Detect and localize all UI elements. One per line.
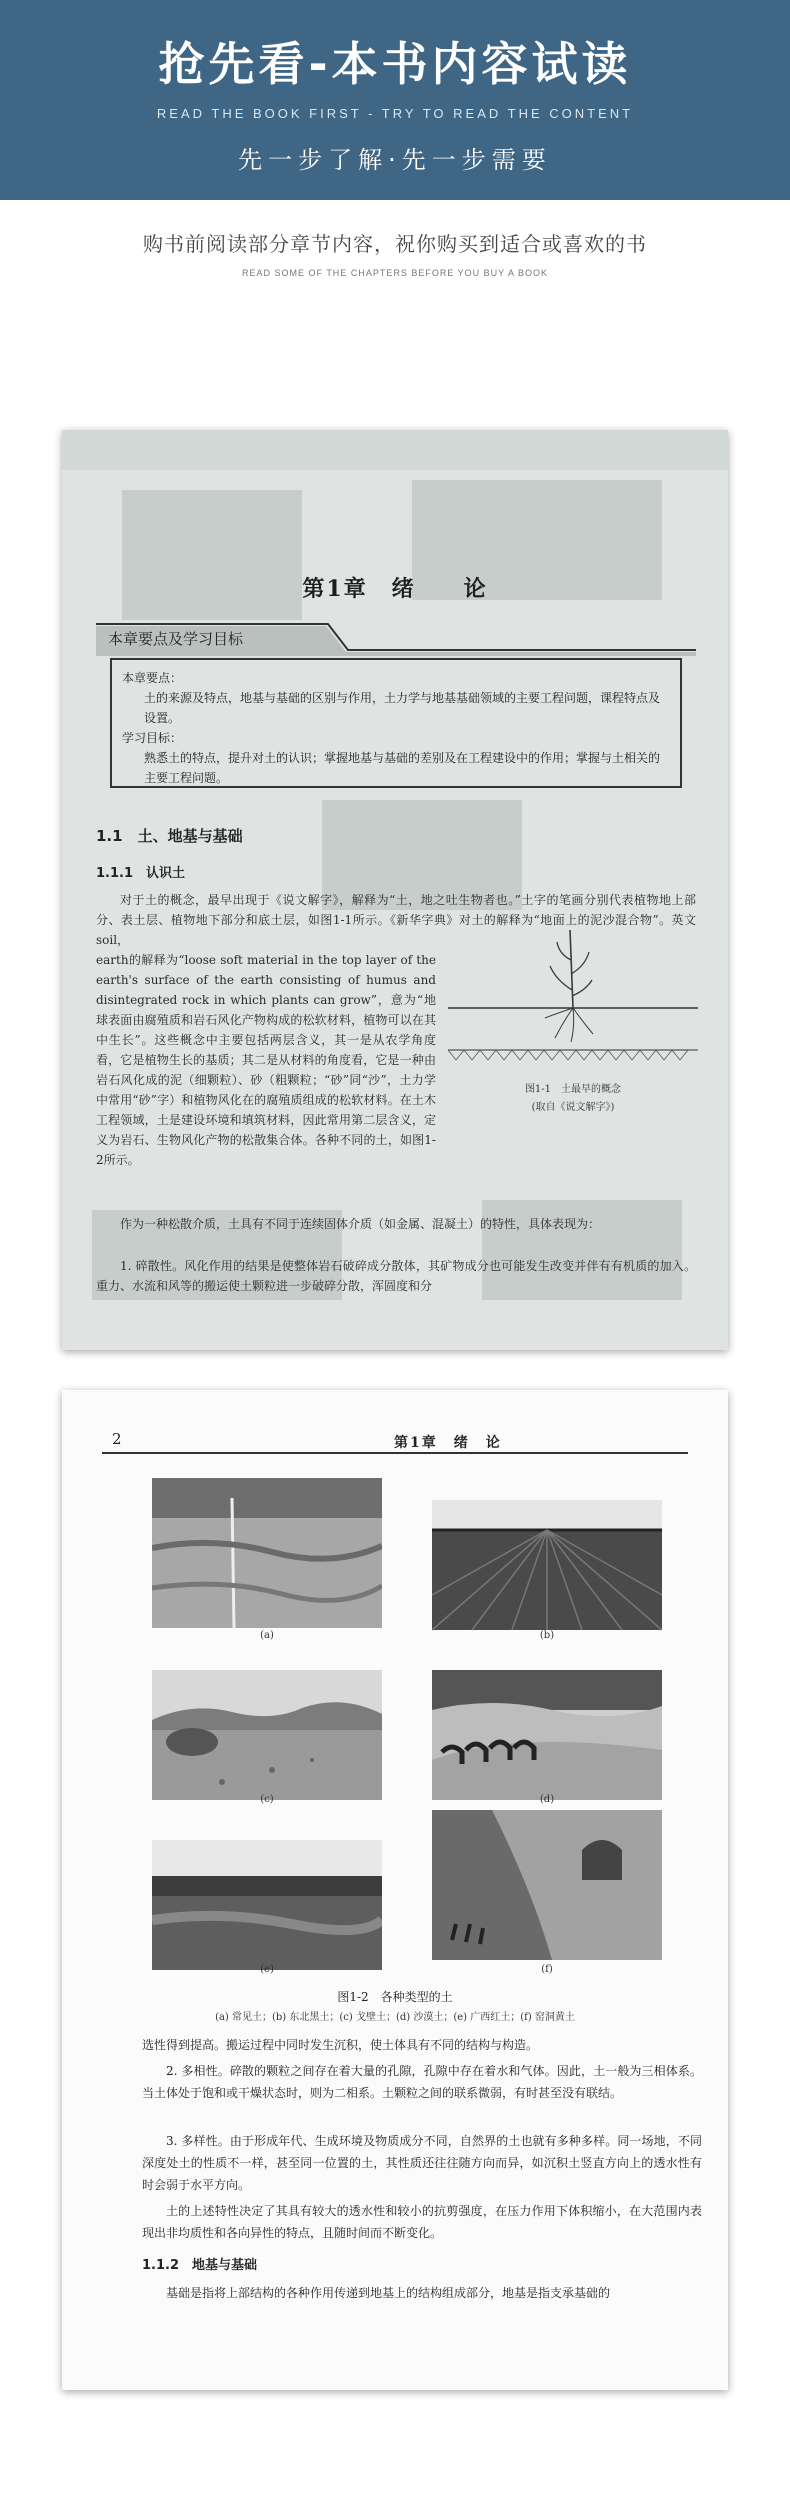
photo-desert-soil — [432, 1660, 662, 1810]
intro-text: 购书前阅读部分章节内容，祝你购买到适合或喜欢的书 — [143, 232, 647, 256]
objectives-text: 土的来源及特点，地基与基础的区别与作用，土力学与地基基础领域的主要工程问题，课程特点及设置。 — [144, 691, 661, 725]
photo-label: (c) — [260, 1794, 274, 1805]
section-heading: 1.1 土、地基与基础 — [96, 827, 243, 845]
goals-text: 熟悉土的特点，提升对土的认识；掌握地基与基础的差别及在工程建设中的作用；掌握与土相关的主要工程问题。 — [144, 751, 661, 785]
photo-black-soil — [432, 1490, 662, 1640]
banner-title: 抢先看-本书内容试读 — [158, 37, 632, 91]
paragraph: 作为一种松散介质，土具有不同于连续固体介质（如金属、混凝土）的特性，具体表现为： — [120, 1217, 601, 1231]
banner-subtitle: 先一步了解·先一步需要 — [238, 146, 552, 174]
page-header — [102, 1430, 688, 1454]
objectives-heading: 本章要点： — [122, 671, 183, 685]
figure-source: (取自《说文解字》) — [531, 1102, 615, 1113]
paragraph: 基础是指将上部结构的各种作用传递到地基上的结构组成部分，地基是指支承基础的 — [166, 2286, 611, 2300]
book-page-2 — [62, 1390, 728, 2390]
subsection-heading: 1.1.2 地基与基础 — [142, 2258, 258, 2273]
paragraph: earth的解释为“loose soft material in the top layer of the earth's surface of the earth consisting of humus and disintegrated rock in which plants can grow”，意为“地球表面由腐殖质和岩石风化产物构成的松软材料，植物可以在其中生长”。这些概念中主要包括两层含义，其一是从农学角度看，它是植物生长的基质；其二是从材料的角度看，它是一种由岩石风化成的泥（细颗粒）、砂（粗颗粒；“砂”同“沙”，土力学中常用“砂”字）和植物风化在的腐殖质组成的松软材料。在土木工程领域，土是建设环境和填筑材料，因此常用第二层含义，定义为岩石、生物风化产物的松散集合体。各种不同的土，如图1-2所示。 — [96, 953, 436, 1167]
goals-heading: 学习目标： — [122, 731, 183, 745]
photo-label: (a) — [260, 1630, 274, 1641]
banner — [0, 0, 790, 200]
photo-label: (e) — [260, 1964, 274, 1975]
paragraph: 1. 碎散性。风化作用的结果是使整体岩石破碎成分散体，其矿物成分也可能发生改变并伴有有机质的加入。重力、水流和风等的搬运使土颗粒进一步破碎分散，浑圆度和分 — [96, 1259, 696, 1293]
objectives-box — [110, 658, 682, 788]
chapter-title: 第1章 绪 论 — [302, 576, 488, 602]
photo-label: (f) — [541, 1964, 553, 1975]
banner-english: READ THE BOOK FIRST - TRY TO READ THE CONTENT — [156, 106, 634, 121]
running-chapter-title: 第1章 绪 论 — [394, 1435, 502, 1451]
photo-loess-soil — [432, 1810, 662, 1960]
paragraph: 选性得到提高。搬运过程中同时发生沉积，使土体具有不同的结构与构造。 — [142, 2038, 539, 2052]
paragraph: 土的上述特性决定了其具有较大的透水性和较小的抗剪强度，在压力作用下体积缩小，在大范围内表现出非均质性和各向异性的特点，且随时间而不断变化。 — [142, 2204, 702, 2240]
photo-red-soil — [152, 1830, 382, 1980]
subsection-heading: 1.1.1 认识土 — [96, 866, 186, 881]
book-page-1 — [62, 430, 728, 1350]
intro-english: READ SOME OF THE CHAPTERS BEFORE YOU BUY A BOOK — [241, 268, 549, 278]
photo-common-soil — [152, 1478, 382, 1628]
figure-caption: 图1-2 各种类型的土 — [337, 1990, 453, 2004]
scan-shadow — [62, 430, 728, 470]
photo-label: (d) — [539, 1794, 555, 1805]
plant-figure — [448, 930, 698, 1070]
figure-subcaption: (a) 常见土；(b) 东北黑土；(c) 戈壁土；(d) 沙漠土；(e) 广西红土；(f) 窑洞黄土 — [215, 2012, 575, 2023]
photo-gobi-soil — [152, 1660, 382, 1810]
page-number: 2 — [112, 1430, 122, 1448]
paragraph: 3. 多样性。由于形成年代、生成环境及物质成分不同，自然界的土也就有多种多样。同一场地，不同深度处土的性质不一样，甚至同一位置的土，其性质还往往随方向而异，如沉积土竖直方向上的透水性有时会弱于水平方向。 — [142, 2134, 702, 2192]
photo-label: (b) — [539, 1630, 555, 1641]
figure-caption: 图1-1 土最早的概念 — [524, 1084, 622, 1095]
paragraph: 2. 多相性。碎散的颗粒之间存在着大量的孔隙，孔隙中存在着水和气体。因此，土一般为三相体系。当土体处于饱和或干燥状态时，则为二相系。土颗粒之间的联系微弱，有时甚至没有联结。 — [142, 2064, 702, 2100]
objectives-tab-label: 本章要点及学习目标 — [108, 630, 244, 648]
paragraph: 对于土的概念，最早出现于《说文解字》，解释为“土，地之吐生物者也。”土字的笔画分别代表植物地上部分、表土层、植物地下部分和底土层，如图1-1所示。《新华字典》对土的解释为“地面上的泥沙混合物”。英文soil， — [96, 893, 696, 947]
